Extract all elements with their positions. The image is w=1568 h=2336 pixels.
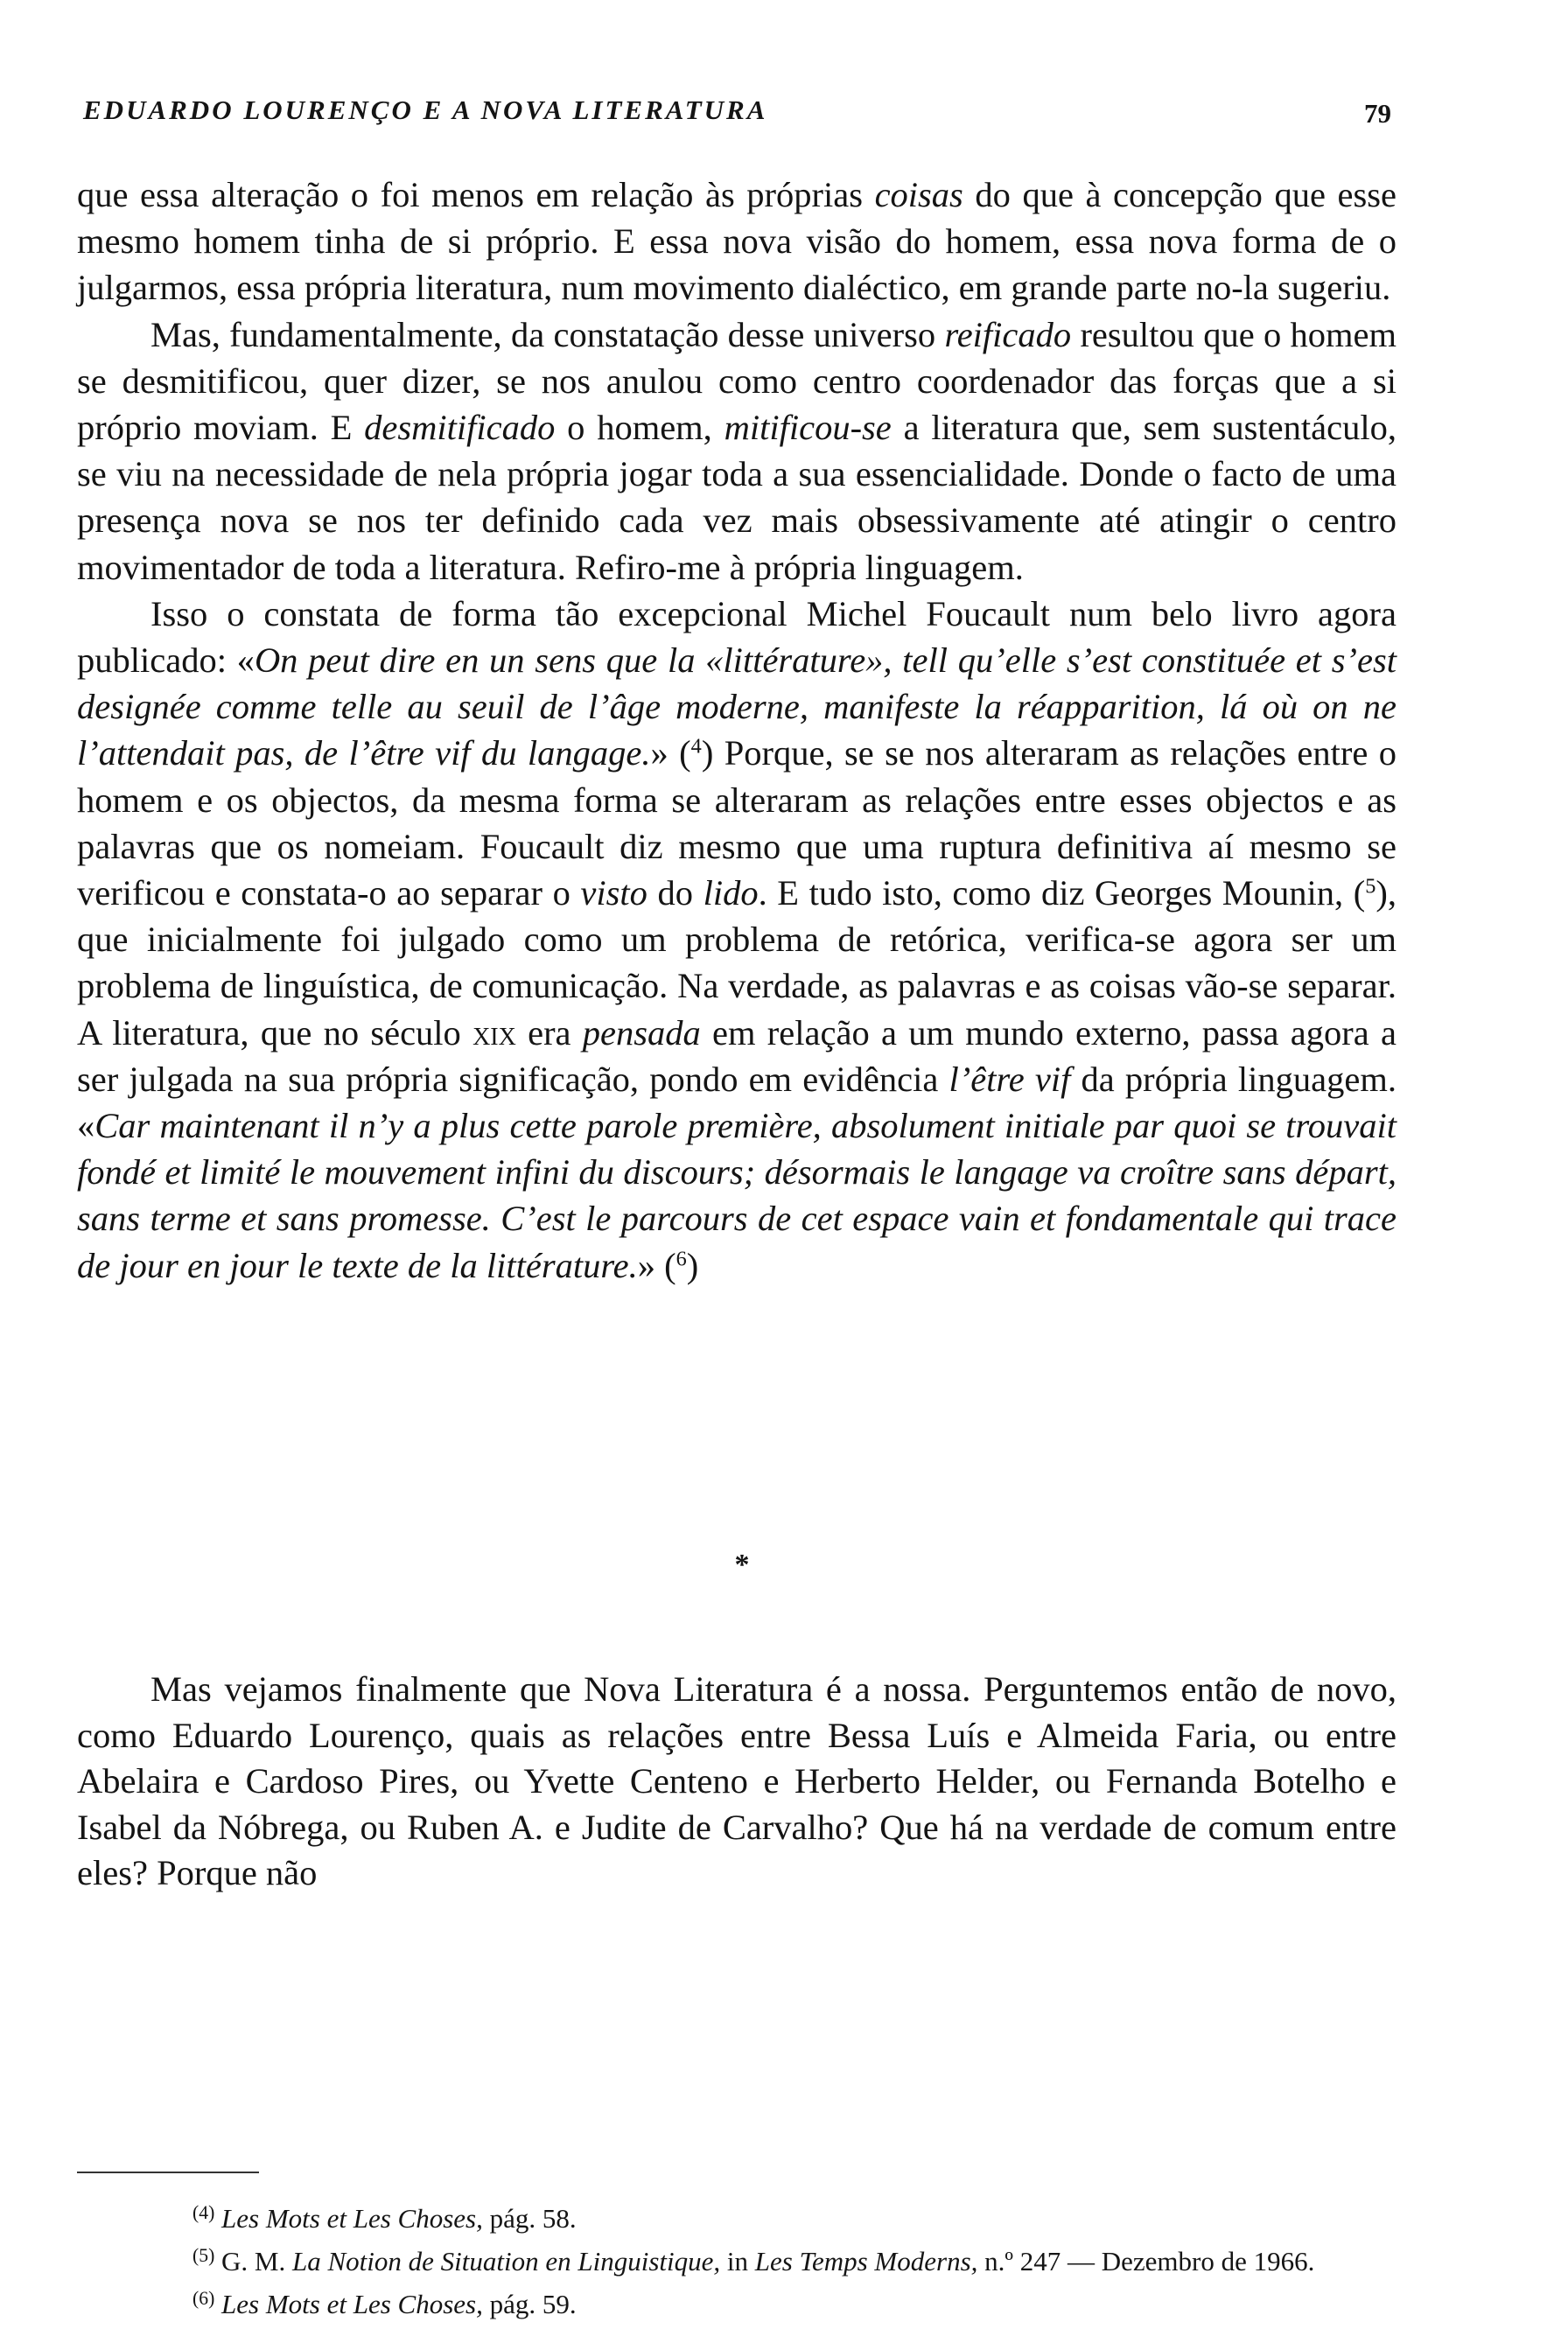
footnote-text: G. M.	[214, 2245, 292, 2277]
page-header	[83, 94, 1391, 147]
text-run: » (	[650, 733, 691, 773]
footnote-6	[77, 2280, 1396, 2323]
running-title: EDUARDO LOURENÇO E A NOVA LITERATURA	[83, 94, 768, 125]
main-text	[77, 171, 1396, 1289]
small-caps-run: xix	[472, 1012, 516, 1053]
italic-run: lido	[703, 873, 759, 913]
text-run: do que à concepção que esse mesmo homem tinha de si próprio. E essa nova visão do homem, essa nova forma de o julgarmos, essa própria literatura, num movimento dialéctico, em grande parte no-la sugeriu.	[77, 175, 1397, 308]
text-run: em relação a um mundo externo, passa agora a ser julgada na sua própria significação, pondo em evidência	[77, 1012, 1396, 1099]
text-run: . E tudo isto, como diz Georges Mounin, (	[758, 873, 1366, 913]
text-run: ) Porque, se se nos alteraram as relações entre o homem e os objectos, da mesma forma se alteraram as relações entre esses objectos e as palavras que os nomeiam. Foucault diz mesmo que uma ruptura definitiva aí mesmo se verificou e constata-o ao separar o	[77, 733, 1396, 913]
footnote-text: in	[720, 2245, 755, 2277]
italic-quote: On peut dire en un sens que la «littérature», tell qu’elle s’est constituée et s’est designée comme telle au seuil de l’âge moderne, manifeste la réapparition, lá où on ne l’attendait pas, de l’être vif du langage.	[77, 640, 1396, 773]
footnote-4	[77, 2194, 1396, 2237]
footnote-ref-4[interactable]: 4	[690, 735, 702, 759]
italic-run: visto	[580, 873, 648, 913]
footnote-ref-6[interactable]: 6	[676, 1247, 687, 1271]
text-run: da própria linguagem. «	[77, 1059, 1397, 1146]
footnote-ref-5[interactable]: 5	[1365, 874, 1376, 899]
footnote-title: Les Mots et Les Choses,	[221, 2202, 483, 2234]
paragraph-4: Mas vejamos finalmente que Nova Literatura é a nossa. Perguntemos então de novo, como Eduardo Lourenço, quais as relações entre Bessa Luís e Almeida Faria, ou entre Abelaira e Cardoso Pires, ou Yvette Centeno e Herberto Helder, ou Fernanda Botelho e Isabel da Nóbrega, ou Ruben A. e Judite de Carvalho? Que há na verdade de comum entre eles? Porque não	[77, 1669, 1396, 1892]
footnote-text: pág. 58.	[482, 2202, 577, 2234]
text-run: do	[647, 873, 704, 913]
paragraph-3	[77, 591, 1396, 1289]
italic-quote: Car maintenant il n’y a plus cette parole première, absolument initiale par quoi se trouvait fondé et limité le mouvement infini du discours; désormais le langage va croître sans départ, sans terme et sans promesse. C’est le parcours de cet espace vain et fondamentale qui trace de jour en jour le texte de la littérature.	[77, 1106, 1396, 1285]
italic-run: coisas	[874, 175, 963, 214]
italic-run: l’être vif	[948, 1059, 1071, 1099]
text-run: )	[686, 1245, 699, 1285]
footnote-number: (5)	[192, 2244, 215, 2266]
italic-run: mitificou-se	[724, 408, 892, 448]
page-number: 79	[1364, 98, 1391, 129]
footnote-text: n.º 247 — Dezembro de 1966.	[977, 2245, 1315, 2277]
footnote-5	[77, 2237, 1396, 2280]
footnote-title: Les Mots et Les Choses,	[221, 2288, 483, 2319]
footnote-rule	[77, 2172, 259, 2173]
footnote-number: (4)	[192, 2202, 215, 2223]
footnote-title: La Notion de Situation en Linguistique,	[292, 2245, 721, 2277]
text-run: o homem,	[555, 408, 724, 448]
text-run: Isso o constata de forma tão excepcional Michel Foucault num belo livro agora publicado: «	[77, 593, 1396, 681]
text-run: que essa alteração o foi menos em relação às próprias	[77, 175, 875, 214]
italic-run: pensada	[582, 1012, 701, 1053]
paragraph-2	[77, 311, 1396, 591]
italic-run: reificado	[944, 314, 1072, 354]
section-separator: *	[734, 1549, 750, 1581]
footnote-text: pág. 59.	[482, 2288, 577, 2319]
text-run: Mas, fundamentalmente, da constatação desse universo	[150, 314, 945, 354]
text-run: ), que inicialmente foi julgado como um problema de retórica, verifica-se agora ser um problema de linguística, de comunicação. Na verdade, as palavras e as coisas vão-se separar. A literatura, que no século	[77, 873, 1397, 1053]
paragraph-1	[77, 171, 1396, 311]
footnote-journal: Les Temps Moderns,	[754, 2245, 978, 2277]
footnote-number: (6)	[192, 2287, 215, 2309]
text-run: resultou que o homem se desmitificou, quer dizer, se nos anulou como centro coordenador das forças que a si próprio moviam. E	[77, 314, 1396, 448]
text-run: » (	[637, 1245, 676, 1285]
main-text-continued	[77, 1667, 1396, 1897]
footnotes	[77, 2194, 1396, 2322]
text-run: era	[515, 1012, 583, 1053]
text-run: a literatura que, sem sustentáculo, se viu na necessidade de nela própria jogar toda a sua essencialidade. Donde o facto de uma presença nova se nos ter definido cada vez mais obsessivamente até atingir o centro movimentador de toda a literatura. Refiro-me à própria linguagem.	[77, 408, 1396, 587]
italic-run: desmitificado	[364, 408, 556, 448]
